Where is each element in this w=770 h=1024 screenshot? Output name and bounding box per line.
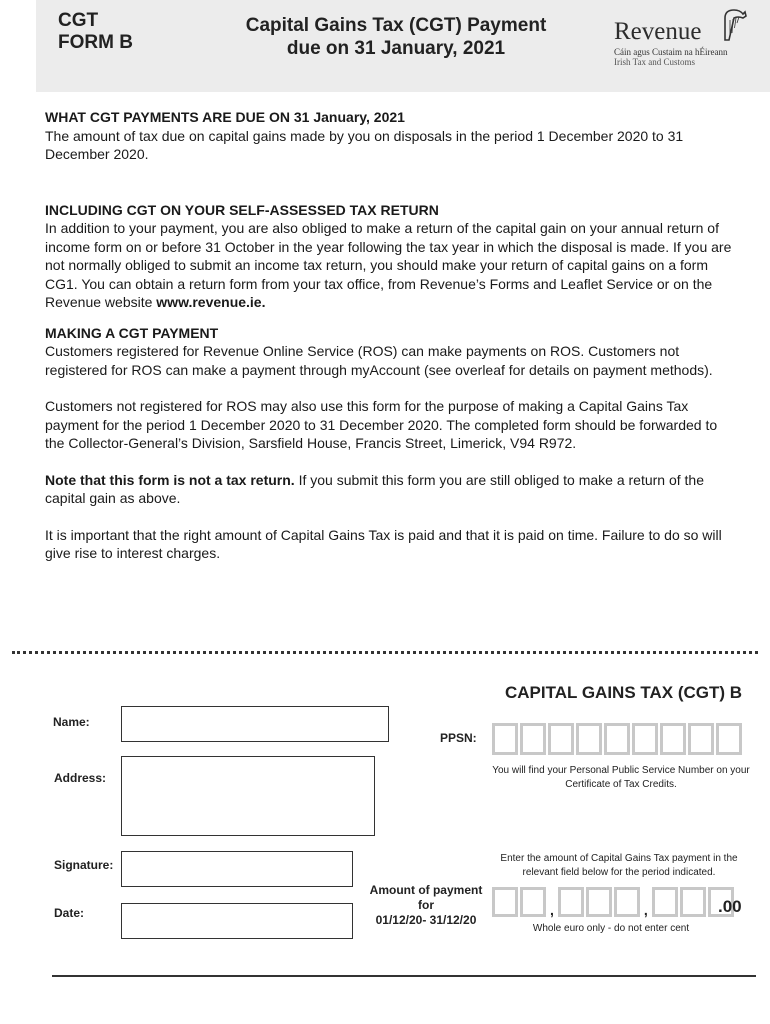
amount-digit-box[interactable] [652, 887, 678, 917]
payment-section-body: Customers registered for Revenue Online Service (ROS) can make payments on ROS. Customers not registered for ROS can make a payment through myAccount (see overleaf for details on payment methods). [45, 343, 713, 378]
logo-irish-text: Cáin agus Custaim na hÉireann [614, 47, 728, 57]
amount-digit-box[interactable] [492, 887, 518, 917]
bottom-rule [52, 975, 756, 977]
name-field[interactable] [121, 706, 389, 742]
revenue-logo [614, 6, 764, 66]
date-field[interactable] [121, 903, 353, 939]
amount-digit-box[interactable] [614, 887, 640, 917]
return-section-body [45, 219, 740, 312]
harp-icon [722, 6, 748, 42]
tear-off-line [12, 651, 758, 654]
payment-slip-title: CAPITAL GAINS TAX (CGT) B [505, 683, 743, 702]
note-rest: If you submit this form you are still obliged to make a return of the capital gain as above. [45, 471, 705, 506]
amount-input[interactable] [492, 887, 736, 917]
logo-wordmark: Revenue [614, 18, 702, 45]
ppsn-note: You will find your Personal Public Service Number on your Certificate of Tax Credits. [492, 765, 750, 790]
page-title-line1: Capital Gains Tax (CGT) Payment [245, 15, 547, 36]
not-registered-paragraph: Customers not registered for ROS may also use this form for the purpose of making a Capital Gains Tax payment for the period 1 December 2020 to 31 December 2020. The completed form should be forwarded to the Collector-General’s Division, Sarsfield House, Francis Street, Limerick, V94 R972. [45, 398, 718, 451]
form-code-line1: CGT [58, 10, 99, 31]
instructions [45, 108, 740, 563]
ppsn-digit-box[interactable] [688, 723, 714, 755]
important-paragraph: It is important that the right amount of Capital Gains Tax is paid and that it is paid on time. Failure to do so will give rise to interest charges. [45, 526, 722, 561]
ppsn-digit-box[interactable] [520, 723, 546, 755]
page-title [226, 14, 566, 60]
due-section-title: WHAT CGT PAYMENTS ARE DUE ON 31 January, 2021 [45, 109, 405, 125]
ppsn-digit-box[interactable] [660, 723, 686, 755]
return-body-text: In addition to your payment, you are also obliged to make a return of the capital gain on your annual return of income form on or before 31 October in the year following the tax year in which the disposal is made. If you are not normally obliged to submit an income tax return, you should make your return of capital gains on a form CG1. You can obtain a return form from your tax office, from Revenue’s Forms and Leaflet Service or on the Revenue website [45, 220, 732, 310]
form-header [36, 0, 770, 92]
form-code [58, 10, 133, 54]
thousands-separator: , [643, 902, 648, 918]
amount-digit-box[interactable] [558, 887, 584, 917]
ppsn-digit-box[interactable] [604, 723, 630, 755]
amount-digit-box[interactable] [680, 887, 706, 917]
ppsn-digit-box[interactable] [716, 723, 742, 755]
address-field[interactable] [121, 756, 375, 836]
payment-section-title: MAKING A CGT PAYMENT [45, 324, 219, 341]
amount-digit-box[interactable] [586, 887, 612, 917]
ppsn-digit-box[interactable] [632, 723, 658, 755]
return-section-title: INCLUDING CGT ON YOUR SELF-ASSESSED TAX RETURN [45, 201, 439, 218]
ppsn-digit-box[interactable] [548, 723, 574, 755]
ppsn-label: PPSN: [440, 731, 477, 745]
amount-label-line2: for [418, 898, 434, 912]
form-code-line2: FORM B [58, 32, 133, 53]
note-bold: Note that this form is not a tax return. [45, 471, 295, 488]
amount-label-line3: 01/12/20- 31/12/20 [375, 913, 477, 927]
ppsn-input[interactable] [492, 723, 742, 755]
signature-label: Signature: [54, 858, 114, 872]
not-tax-return-note [45, 471, 740, 508]
address-label: Address: [54, 771, 107, 785]
amount-instruction: Enter the amount of Capital Gains Tax payment in the relevant field below for the period indicated. [500, 853, 738, 878]
due-section-body: The amount of tax due on capital gains made by you on disposals in the period 1 December 2020 to 31 December 2020. [45, 127, 684, 162]
amount-label [362, 883, 490, 928]
signature-field[interactable] [121, 851, 353, 887]
ppsn-digit-box[interactable] [576, 723, 602, 755]
ppsn-digit-box[interactable] [492, 723, 518, 755]
amount-label-line1: Amount of payment [369, 883, 483, 897]
amount-note: Whole euro only - do not enter cent [532, 923, 690, 934]
amount-digit-box[interactable] [520, 887, 546, 917]
thousands-separator: , [550, 902, 554, 918]
revenue-website-link: www.revenue.ie. [156, 294, 266, 310]
date-label: Date: [54, 906, 85, 920]
page-title-line2: due on 31 January, 2021 [286, 38, 506, 59]
amount-cents: .00 [718, 897, 742, 916]
logo-english-text: Irish Tax and Customs [614, 57, 695, 67]
name-label: Name: [53, 715, 90, 729]
